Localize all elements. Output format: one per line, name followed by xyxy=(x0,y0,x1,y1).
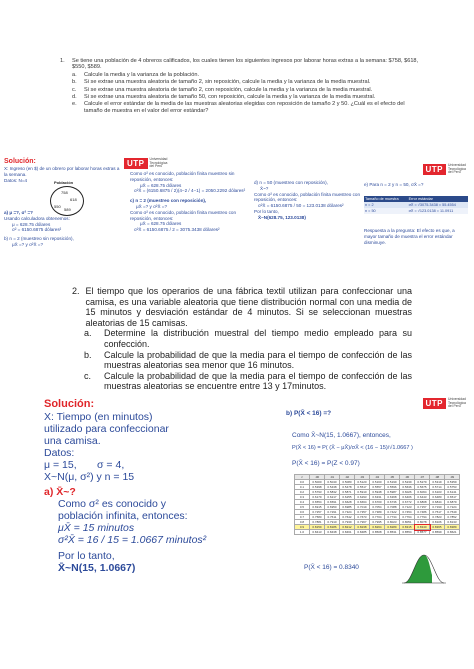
z-table-cell: 0.6217 xyxy=(325,495,340,500)
z-table-cell: 0.6808 xyxy=(415,500,430,505)
z-table-head-cell: .07 xyxy=(415,475,430,480)
utp-logo-box-2: UTP xyxy=(423,164,447,175)
z-table-cell: 0.5517 xyxy=(355,485,370,490)
z-table-head-cell: .01 xyxy=(325,475,340,480)
z-table-cell: 0.8485 xyxy=(355,530,370,535)
q1-item-text: Calcule la media y la varianza de la población. xyxy=(84,71,200,78)
std-error-row xyxy=(364,208,468,214)
z-table-cell: 0.5120 xyxy=(355,480,370,485)
z-table-cell: 0.5714 xyxy=(430,485,445,490)
std-error-table xyxy=(364,196,468,214)
z-table-cell: 0.5398 xyxy=(310,485,325,490)
sol1-b-var: σ²X̄ = (6150.6875 / 2)(4−2 / 4−1) = 2050.2292 dólares² xyxy=(134,188,246,194)
z-table-cell: 0.5040 xyxy=(325,480,340,485)
z-table-cell: 0.6985 xyxy=(340,505,355,510)
z-table-cell: 0.6480 xyxy=(430,495,445,500)
q2-item-text: Calcule la probabilidad de que la media para el tiempo de confección de las muestras aleatorias se encuentre entre 13 y 17minutos. xyxy=(104,370,412,392)
z-table-cell: 0.5557 xyxy=(370,485,385,490)
z-table-cell: 0.7995 xyxy=(370,520,385,525)
sol1-d-porlo: Por lo tanto, xyxy=(254,208,279,214)
sol1-d-label: d) n = 50 (muestreo con reposición), xyxy=(254,180,328,185)
question-2 xyxy=(72,286,412,392)
sol1-b-eq: μX̄ =? y σ²X̄ =? xyxy=(12,241,44,247)
std-error-n50: n = 50 xyxy=(365,209,376,213)
z-table-cell: 0.7454 xyxy=(400,510,415,515)
sol2-a-mu: μX̄ = 15 minutos xyxy=(58,522,135,534)
z-table-cell: 0.7580 xyxy=(310,515,325,520)
z-table-cell: 0.8051 xyxy=(400,520,415,525)
z-table-row xyxy=(295,505,460,510)
z-table-cell: 0.8078 xyxy=(415,520,430,525)
z-table-cell: 0.6 xyxy=(295,510,310,515)
z-table-cell: 0.7852 xyxy=(445,515,460,520)
z-table-cell: 0.4 xyxy=(295,500,310,505)
z-table-cell: 0.7088 xyxy=(385,505,400,510)
utp-logo-box: UTP xyxy=(124,158,148,169)
z-table-cell: 0.6517 xyxy=(445,495,460,500)
z-table-cell: 1.0 xyxy=(295,530,310,535)
value-3: 550 xyxy=(54,204,61,209)
value-2: 618 xyxy=(70,197,77,202)
normal-curve xyxy=(402,553,446,585)
z-table-cell: 0.6736 xyxy=(385,500,400,505)
z-table-cell: 0.6255 xyxy=(340,495,355,500)
sol2-b-como: Como X̄~N(15, 1.0667), entonces, xyxy=(292,432,391,439)
z-table-cell: 0.6368 xyxy=(385,495,400,500)
std-error-v50: σX̄ = √123.0138 = 11.0911 xyxy=(408,209,454,213)
sol2-datos: Datos: xyxy=(44,447,75,459)
z-table-cell: 0.5 xyxy=(295,505,310,510)
sol1-e-label: e) Para n = 2 y n = 50, σX̄ =? xyxy=(364,182,424,187)
z-table-cell: 0.6331 xyxy=(370,495,385,500)
sol2-mu-sigma: μ = 15, σ = 4, xyxy=(44,459,125,471)
z-table-row xyxy=(295,525,460,530)
q2-item-letter: c. xyxy=(84,370,92,381)
sol1-title: Solución: xyxy=(4,158,36,165)
z-table-cell: 0.5636 xyxy=(400,485,415,490)
std-error-head-size: Tamaño de muestra xyxy=(365,197,399,201)
z-table-cell: 0.8599 xyxy=(430,530,445,535)
z-table-cell: 0.9 xyxy=(295,525,310,530)
z-table-cell: 0.8438 xyxy=(325,530,340,535)
z-table-cell: 0.7910 xyxy=(325,520,340,525)
z-table-cell: 0.7823 xyxy=(430,515,445,520)
sol1-a-label: a) μ =?, σ² =? xyxy=(4,210,33,215)
z-table-row xyxy=(295,480,460,485)
z-table-cell: 0.3 xyxy=(295,495,310,500)
z-table-cell: 0.8212 xyxy=(340,525,355,530)
z-table-cell: 0.7611 xyxy=(325,515,340,520)
z-table-cell: 0.8340 xyxy=(415,525,430,530)
z-table-cell: 0.1 xyxy=(295,485,310,490)
z-table-cell: 0.7257 xyxy=(310,510,325,515)
z-table-cell: 0.7967 xyxy=(355,520,370,525)
q1-item-text: Si se extrae una muestra aleatoria de tamaño 50, con reposición, calcule la media y la varianza de la media muestral. xyxy=(84,94,376,101)
z-table-row xyxy=(295,485,460,490)
z-table-head-cell: .09 xyxy=(445,475,460,480)
q2-stem: El tiempo que los operarios de una fábrica textil utilizan para confeccionar una camisa, es una variable aleatoria que tiene distribución normal con una media de 15 minutos y desviación estándar de 4 minutos. Si se seleccionan muestras aleatorias de 15 camisas. xyxy=(85,286,412,328)
q2-item xyxy=(72,371,412,392)
z-table-cell: 0.7734 xyxy=(385,515,400,520)
utp-logo-sub: Universidad Tecnológica del Perú xyxy=(149,157,168,169)
population-label: Población xyxy=(54,180,74,185)
z-table-cell: 0.5160 xyxy=(370,480,385,485)
z-table-cell: 0.5239 xyxy=(400,480,415,485)
q2-item-text: Calcule la probabilidad de que la media para el tiempo de confección de las muestras aleatorias sea menor que 16 minutos. xyxy=(104,349,412,371)
std-error-v2: σX̄ = √3075.3438 = 55.4554 xyxy=(408,203,456,207)
z-table-cell: 0.6406 xyxy=(400,495,415,500)
z-table-cell: 0.8289 xyxy=(385,525,400,530)
utp-logo-sub-3: Universidad Tecnológica del Perú xyxy=(448,397,466,409)
z-table-cell: 0.5199 xyxy=(385,480,400,485)
z-table-cell: 0.7 xyxy=(295,515,310,520)
z-table-cell: 0.7190 xyxy=(430,505,445,510)
z-table-head-cell: .06 xyxy=(400,475,415,480)
sol2-b-result: P(X̄ < 16) = 0.8340 xyxy=(304,564,359,571)
std-error-head-error: Error estándar xyxy=(408,197,433,201)
q1-item xyxy=(72,94,420,100)
z-table-cell: 0.6844 xyxy=(430,500,445,505)
z-table-row xyxy=(295,500,460,505)
sol1-c-label: c) n = 2 (muestreo con reposición), xyxy=(130,198,207,204)
z-table-row xyxy=(295,490,460,495)
q1-item xyxy=(72,101,420,114)
z-table-cell: 0.7054 xyxy=(370,505,385,510)
sol1-b-known: Como σ² es conocido, población finita muestreo sin reposición, entonces: xyxy=(130,171,235,182)
z-table-cell: 0.5832 xyxy=(325,490,340,495)
sol1-c-eq: μX̄ =? y σ²X̄ =? xyxy=(136,203,168,209)
z-table-cell: 0.8508 xyxy=(370,530,385,535)
z-table-cell: 0.5753 xyxy=(445,485,460,490)
z-table-head-cell: .05 xyxy=(385,475,400,480)
q1-item xyxy=(72,79,420,85)
sol1-a-calc: Usando calculadora obtenemos: xyxy=(4,215,70,221)
q1-item-letter: e. xyxy=(72,101,77,108)
z-table-cell: 0.7123 xyxy=(400,505,415,510)
z-table-cell: 0.8365 xyxy=(430,525,445,530)
sol2-a-dist: X̄~N(15, 1.0667) xyxy=(58,562,136,574)
z-table-head-cell: .03 xyxy=(355,475,370,480)
z-table-cell: 0.6554 xyxy=(310,500,325,505)
value-4: 589 xyxy=(64,207,71,212)
q1-item xyxy=(72,72,420,78)
z-table-cell: 0.8413 xyxy=(310,530,325,535)
z-table-cell: 0.8106 xyxy=(430,520,445,525)
z-table-head-cell: .00 xyxy=(310,475,325,480)
z-table-row xyxy=(295,515,460,520)
z-table-cell: 0.5279 xyxy=(415,480,430,485)
z-table-cell: 0.5910 xyxy=(355,490,370,495)
utp-logo-box-3: UTP xyxy=(423,398,447,409)
z-table-cell: 0.7486 xyxy=(415,510,430,515)
z-table-cell: 0.6064 xyxy=(415,490,430,495)
z-table-cell: 0.6293 xyxy=(355,495,370,500)
z-table-cell: 0.5478 xyxy=(340,485,355,490)
q1-item-text: Si se extrae una muestra aleatoria de tamaño 2, con reposición, calcule la media y la varianza de la media muestral. xyxy=(84,86,373,93)
z-table-cell: 0.6700 xyxy=(370,500,385,505)
sol2-a-label: a) X̄~? xyxy=(44,486,76,498)
z-table-cell: 0.8577 xyxy=(415,530,430,535)
z-table-cell: 0.6591 xyxy=(325,500,340,505)
q1-items xyxy=(60,72,420,114)
sol1-d-dist: X̄~N(628.75, 123.0138) xyxy=(258,214,306,220)
z-table-head-cell: .04 xyxy=(370,475,385,480)
z-table-cell: 0.7549 xyxy=(445,510,460,515)
z-table-cell: 0.8159 xyxy=(310,525,325,530)
z-table-cell: 0.7764 xyxy=(400,515,415,520)
q2-items xyxy=(72,328,412,392)
z-table-cell: 0.6628 xyxy=(340,500,355,505)
normal-curve-shaded xyxy=(404,555,432,583)
q2-number: 2. xyxy=(72,286,80,296)
q2-item-letter: b. xyxy=(84,349,92,360)
z-table-cell: 0.7794 xyxy=(415,515,430,520)
z-table-cell: 0.6950 xyxy=(325,505,340,510)
z-table-head-cell: z xyxy=(295,475,310,480)
sol2-a-var: σ²X̄ = 16 / 15 = 1.0667 minutos² xyxy=(58,534,207,546)
z-table-cell: 0.8531 xyxy=(385,530,400,535)
sol1-a-mu: μ = 628.75 dólares xyxy=(12,221,51,227)
z-table-row xyxy=(295,520,460,525)
utp-logo-3 xyxy=(423,398,471,409)
z-table-cell: 0.7157 xyxy=(415,505,430,510)
sol1-x-def: X: Ingreso (en $) de un obrero por laborar horas extras a la semana. xyxy=(4,166,120,177)
q1-item-letter: d. xyxy=(72,94,77,101)
q1-item-letter: b. xyxy=(72,79,77,86)
z-table-cell: 0.5793 xyxy=(310,490,325,495)
z-table-cell: 0.5675 xyxy=(415,485,430,490)
sol1-d-var: σ²X̄ = 6150.6875 / 50 = 123.0138 dólares² xyxy=(258,203,344,209)
sol1-c-mu: μX̄ = 628.75 dólares xyxy=(140,221,182,227)
z-table-cell: 0.5987 xyxy=(385,490,400,495)
z-table-cell: 0.6103 xyxy=(430,490,445,495)
sol1-e-panel xyxy=(362,158,470,276)
sol1-b-mu: μX̄ = 628.75 dólares xyxy=(140,182,182,188)
sol2-left-panel xyxy=(44,398,282,594)
z-table-cell: 0.8554 xyxy=(400,530,415,535)
z-table-cell: 0.0 xyxy=(295,480,310,485)
z-table-cell: 0.8315 xyxy=(400,525,415,530)
z-table-cell: 0.7019 xyxy=(355,505,370,510)
sol1-mid-panel xyxy=(124,158,252,276)
z-table-cell: 0.5948 xyxy=(370,490,385,495)
sol1-d-eq: X̄~? xyxy=(260,185,269,191)
sol2-b-label: b) P(X̄ < 16) =? xyxy=(286,410,332,417)
utp-logo xyxy=(124,158,172,169)
q2-item-letter: a. xyxy=(84,328,92,339)
sol2-x-def: X: Tiempo (en minutos) utilizado para confeccionar una camisa. xyxy=(44,411,169,447)
z-table-cell: 0.5438 xyxy=(325,485,340,490)
sol2-dist-n: X~N(μ, σ²) y n = 15 xyxy=(44,471,135,483)
sol1-c-known: Como σ² es conocido, población finita muestreo con reposición, entonces: xyxy=(130,209,236,221)
sol1-b-label: b) n = 2 (muestreo sin reposición), xyxy=(4,236,74,242)
std-error-n2: n = 2 xyxy=(365,203,374,207)
sol2-title: Solución: xyxy=(44,398,95,410)
sol1-datos: Datos: N=4 xyxy=(4,177,28,183)
z-table-row xyxy=(295,495,460,500)
z-table-cell: 0.6772 xyxy=(400,500,415,505)
sol1-a-var: σ² = 6150.6875 dólares² xyxy=(12,227,62,233)
z-table-cell: 0.7881 xyxy=(310,520,325,525)
sol2-a-known: Como σ² es conocido y población infinita, entonces: xyxy=(58,498,188,522)
sol2-a-porlo: Por lo tanto, xyxy=(58,550,115,562)
z-table-cell: 0.6443 xyxy=(415,495,430,500)
z-table-cell: 0.8133 xyxy=(445,520,460,525)
z-table-row xyxy=(295,530,460,535)
z-table-cell: 0.7324 xyxy=(340,510,355,515)
q2-item xyxy=(72,328,412,349)
q1-item-letter: c. xyxy=(72,86,77,93)
z-table-cell: 0.5000 xyxy=(310,480,325,485)
z-table-row xyxy=(295,510,460,515)
q2-item xyxy=(72,350,412,371)
q1-item-letter: a. xyxy=(72,71,77,78)
z-table-cell: 0.8389 xyxy=(445,525,460,530)
sol1-c-var: σ²X̄ = 6150.6875 / 2 = 3075.3438 dólares² xyxy=(134,227,220,233)
z-table xyxy=(294,474,460,535)
utp-logo-2 xyxy=(423,164,471,175)
sol1-left-panel xyxy=(4,158,122,276)
z-table-cell: 0.7704 xyxy=(370,515,385,520)
q1-stem: Se tiene una población de 4 obreros calificados, los cuales tienen los siguientes ingresos por laborar horas extras a la semana: $758, $618, $550, $589. xyxy=(72,58,419,71)
z-table-cell: 0.8186 xyxy=(325,525,340,530)
z-table-cell: 0.8264 xyxy=(370,525,385,530)
utp-logo-sub-2: Universidad Tecnológica del Perú xyxy=(448,163,466,175)
sol1-d-panel xyxy=(254,180,360,276)
z-table-cell: 0.6664 xyxy=(355,500,370,505)
z-table-cell: 0.7389 xyxy=(370,510,385,515)
z-table-cell: 0.7291 xyxy=(325,510,340,515)
z-table-cell: 0.6879 xyxy=(445,500,460,505)
z-table-cell: 0.7517 xyxy=(430,510,445,515)
z-table-cell: 0.8461 xyxy=(340,530,355,535)
z-table-cell: 0.7642 xyxy=(340,515,355,520)
z-table-head-cell: .02 xyxy=(340,475,355,480)
z-table-cell: 0.5359 xyxy=(445,480,460,485)
sol2-b-eq1: P(X̄ < 16) = P( (X̄ − μX̄)/σX̄ < (16 − 15)/√1.0667 ) xyxy=(292,445,413,451)
sol2-right-panel xyxy=(284,398,470,594)
q2-item-text: Determine la distribución muestral del tiempo medio empleado para su confección. xyxy=(104,328,412,349)
z-table-cell: 0.7422 xyxy=(385,510,400,515)
z-table-cell: 0.7939 xyxy=(340,520,355,525)
z-table-cell: 0.5596 xyxy=(385,485,400,490)
sol1-d-known: Como σ² es conocido, población finita muestreo con reposición, entonces: xyxy=(254,191,360,203)
z-table-cell: 0.8238 xyxy=(355,525,370,530)
q1-item-text: Si se extrae una muestra aleatoria de tamaño 2, sin reposición, calcule la media y la varianza de la media muestral. xyxy=(84,79,371,86)
z-table-cell: 0.5871 xyxy=(340,490,355,495)
z-table-cell: 0.5319 xyxy=(430,480,445,485)
z-table-cell: 0.7357 xyxy=(355,510,370,515)
sol1-e-answer: Respuesta a la pregunta: El efecto es que, a mayor tamaño de muestra el error estándar disminuye. xyxy=(364,228,455,245)
q1-item-text: Calcule el error estándar de la media de las muestras aleatorias elegidas con reposición de tamaño 2 y 50. ¿Cuál es el efecto del tamaño de muestra en el valor del error estándar? xyxy=(84,101,405,114)
z-table-wrap xyxy=(294,474,460,535)
z-table-cell: 0.7673 xyxy=(355,515,370,520)
z-table-cell: 0.5080 xyxy=(340,480,355,485)
z-table-cell: 0.6026 xyxy=(400,490,415,495)
z-table-cell: 0.8 xyxy=(295,520,310,525)
z-table-cell: 0.6141 xyxy=(445,490,460,495)
value-1: 758 xyxy=(61,190,68,195)
z-table-cell: 0.6179 xyxy=(310,495,325,500)
q1-number: 1. xyxy=(60,58,65,64)
z-table-head-cell: .08 xyxy=(430,475,445,480)
question-1 xyxy=(60,58,420,115)
z-table-cell: 0.8621 xyxy=(445,530,460,535)
z-table-cell: 0.2 xyxy=(295,490,310,495)
q1-item xyxy=(72,87,420,93)
z-table-cell: 0.6915 xyxy=(310,505,325,510)
z-table-cell: 0.7224 xyxy=(445,505,460,510)
z-table-cell: 0.8023 xyxy=(385,520,400,525)
sol2-b-eq2: P(X̄ < 16) = P(Z < 0.97) xyxy=(292,460,360,467)
